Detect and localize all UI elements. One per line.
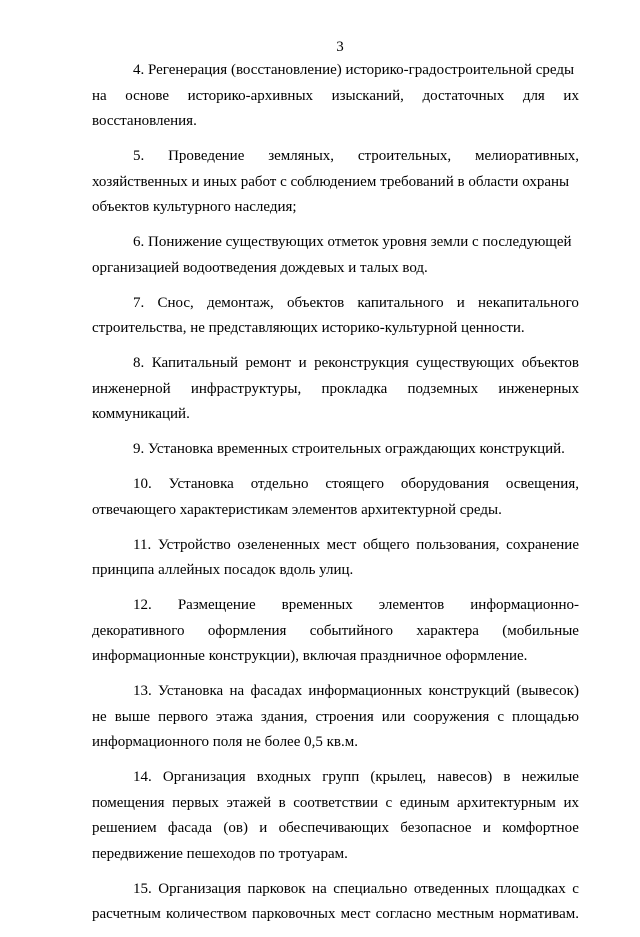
text-line: восстановления. (92, 113, 197, 129)
text-line: организацией водоотведения дождевых и талых вод. (92, 259, 428, 276)
text-line: 11. Устройство озелененных мест общего пользования, сохранение (133, 536, 579, 553)
list-item (92, 144, 579, 221)
text-line: отвечающего характеристикам элементов архитектурной среды. (92, 501, 502, 518)
text-line: 7. Снос, демонтаж, объектов капитального и некапитального (133, 294, 579, 311)
text-line: 14. Организация входных групп (крылец, навесов) в нежилые (133, 769, 579, 785)
text-line: информационные конструкции), включая праздничное оформление. (92, 648, 528, 664)
text-line: 6. Понижение существующих отметок уровня земли с последующей (133, 234, 572, 250)
text-line: информационного поля не более 0,5 кв.м. (92, 734, 358, 750)
list-item (92, 877, 579, 928)
document-body (92, 58, 579, 937)
text-line: не выше первого этажа здания, строения или сооружения с площадью (92, 708, 579, 725)
list-item (92, 291, 579, 342)
text-line: решением фасада (ов) и обеспечивающих безопасное и комфортное (92, 820, 579, 836)
list-item (92, 58, 579, 135)
text-line: 15. Организация парковок на специально отведенных площадках с (133, 880, 579, 897)
text-line: хозяйственных и иных работ с соблюдением требований в области охраны (92, 173, 570, 190)
list-item (92, 533, 579, 584)
text-line: помещения первых этажей в соответствии с единым архитектурным их (92, 794, 579, 811)
text-line: инженерной инфраструктуры, прокладка подземных инженерных (92, 380, 579, 397)
text-line: 13. Установка на фасадах информационных конструкций (вывесок) (133, 683, 579, 699)
text-line: передвижение пешеходов по тротуарам. (92, 845, 348, 862)
text-line: 9. Установка временных строительных ограждающих конструкций. (133, 441, 565, 457)
list-item (92, 230, 579, 281)
text-line: 4. Регенерация (восстановление) историко-градостроительной среды (133, 62, 575, 78)
list-item (92, 472, 579, 523)
text-line: коммуникаций. (92, 406, 190, 422)
list-item (92, 437, 579, 463)
text-line: 5. Проведение земляных, строительных, мелиоративных, (133, 148, 579, 164)
list-item (92, 679, 579, 756)
text-line: строительства, не представляющих историко-культурной ценности. (92, 320, 525, 336)
text-line: декоративного оформления событийного характера (мобильные (92, 622, 579, 639)
list-item (92, 593, 579, 670)
text-line: 12. Размещение временных элементов информационно- (133, 597, 579, 613)
text-line: 8. Капитальный ремонт и реконструкция существующих объектов (133, 355, 579, 371)
text-line: на основе историко-архивных изысканий, достаточных для их (92, 87, 579, 104)
text-line: принципа аллейных посадок вдоль улиц. (92, 562, 354, 578)
text-line: объектов культурного наследия; (92, 199, 297, 215)
text-line: расчетным количеством парковочных мест согласно местным нормативам. (92, 906, 579, 922)
text-line: 10. Установка отдельно стоящего оборудования освещения, (133, 476, 579, 492)
page-number: 3 (336, 39, 344, 55)
list-item (92, 351, 579, 428)
list-item (92, 765, 579, 867)
